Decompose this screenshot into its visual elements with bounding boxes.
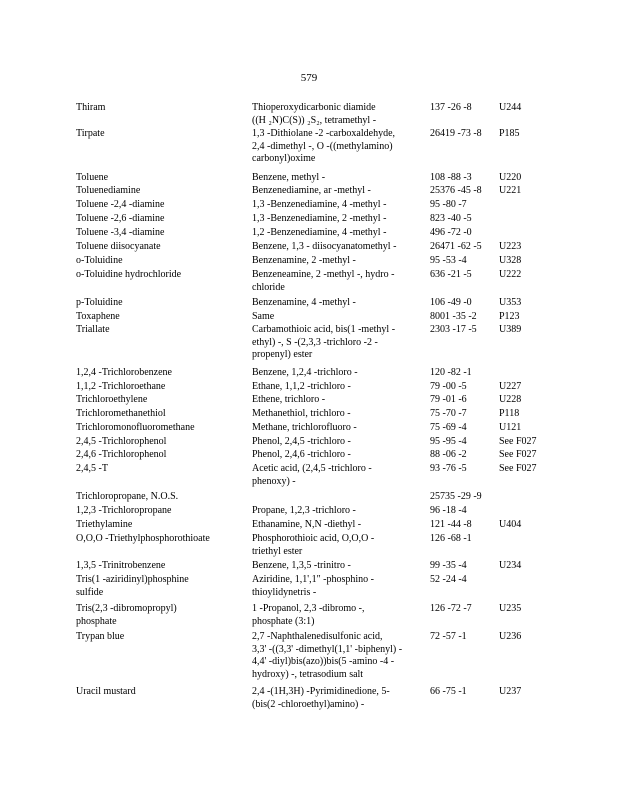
cas-number-cell: 95 -80 -7 bbox=[430, 199, 467, 210]
chemical-abstracts-name-cell: Aziridine, 1,1',1" -phosphino - thioylidynetris - bbox=[252, 574, 374, 598]
chemical-name-cell: Tris(2,3 -dibromopropyl) phosphate bbox=[76, 603, 177, 627]
waste-code-cell: U221 bbox=[499, 185, 522, 196]
chemical-abstracts-name-cell: Phenol, 2,4,5 -trichloro - bbox=[252, 436, 351, 447]
chemical-abstracts-name-cell: 1,2 -Benzenediamine, 4 -methyl - bbox=[252, 227, 387, 238]
chemical-name-cell: Thiram bbox=[76, 102, 106, 113]
cas-number-cell: 121 -44 -8 bbox=[430, 519, 472, 530]
waste-code-cell: U236 bbox=[499, 631, 522, 642]
chemical-name-cell: 1,1,2 -Trichloroethane bbox=[76, 381, 166, 392]
chemical-abstracts-name-cell: 1 -Propanol, 2,3 -dibromo -, phosphate (3:1) bbox=[252, 603, 365, 627]
cas-number-cell: 75 -70 -7 bbox=[430, 408, 467, 419]
waste-code-cell: P123 bbox=[499, 311, 520, 322]
chemical-abstracts-name-cell: 2,7 -Naphthalenedisulfonic acid, 3,3' -((3,3' -dimethyl(1,1' -biphenyl) - 4,4' -diyl)bis(azo))bis(5 -amino -4 - hydroxy) -, tetrasodium salt bbox=[252, 631, 403, 680]
chemical-abstracts-name-cell: Phosphorothioic acid, O,O,O - triethyl ester bbox=[252, 533, 375, 557]
chemical-name-cell: p-Toluidine bbox=[76, 297, 123, 308]
cas-number-cell: 26471 -62 -5 bbox=[430, 241, 482, 252]
cas-number-cell: 106 -49 -0 bbox=[430, 297, 472, 308]
cas-number-cell: 99 -35 -4 bbox=[430, 560, 467, 571]
chemical-abstracts-name-cell: Benzene, 1,3 - diisocyanatomethyl - bbox=[252, 241, 397, 252]
cas-number-cell: 75 -69 -4 bbox=[430, 422, 467, 433]
chemical-name-cell: Toluene diisocyanate bbox=[76, 241, 161, 252]
waste-code-cell: U121 bbox=[499, 422, 522, 433]
chemical-name-cell: 1,2,4 -Trichlorobenzene bbox=[76, 367, 172, 378]
chemical-name-cell: Trichloromethanethiol bbox=[76, 408, 166, 419]
chemical-abstracts-name-cell: Ethene, trichloro - bbox=[252, 394, 326, 405]
chemical-name-cell: Uracil mustard bbox=[76, 686, 136, 697]
chemical-abstracts-name-cell: Methane, trichlorofluoro - bbox=[252, 422, 357, 433]
cas-number-cell: 25376 -45 -8 bbox=[430, 185, 482, 196]
cas-number-cell: 126 -68 -1 bbox=[430, 533, 472, 544]
chemical-abstracts-name-cell: Carbamothioic acid, bis(1 -methyl - ethyl) -, S -(2,3,3 -trichloro -2 - propenyl) ester bbox=[252, 324, 396, 360]
chemical-name-cell: Toluene bbox=[76, 172, 109, 183]
chemical-name-cell: Toxaphene bbox=[76, 311, 120, 322]
chemical-name-cell: Tris(1 -aziridinyl)phosphine sulfide bbox=[76, 574, 189, 598]
cas-number-cell: 26419 -73 -8 bbox=[430, 128, 482, 139]
chemical-name-cell: 1,3,5 -Trinitrobenzene bbox=[76, 560, 166, 571]
chemical-name-cell: Trypan blue bbox=[76, 631, 125, 642]
cas-number-cell: 66 -75 -1 bbox=[430, 686, 467, 697]
chemical-abstracts-name-cell: Ethane, 1,1,2 -trichloro - bbox=[252, 381, 351, 392]
waste-code-cell: U227 bbox=[499, 381, 522, 392]
cas-number-cell: 8001 -35 -2 bbox=[430, 311, 477, 322]
cas-number-cell: 126 -72 -7 bbox=[430, 603, 472, 614]
waste-code-cell: U353 bbox=[499, 297, 522, 308]
waste-code-cell: See F027 bbox=[499, 449, 537, 460]
waste-code-cell: U234 bbox=[499, 560, 522, 571]
cas-number-cell: 496 -72 -0 bbox=[430, 227, 472, 238]
cas-number-cell: 52 -24 -4 bbox=[430, 574, 467, 585]
cas-number-cell: 108 -88 -3 bbox=[430, 172, 472, 183]
chemical-name-cell: 2,4,6 -Trichlorophenol bbox=[76, 449, 167, 460]
chemical-name-cell: O,O,O -Triethylphosphorothioate bbox=[76, 533, 210, 544]
chemical-abstracts-name-cell: Same bbox=[252, 311, 275, 322]
cas-number-cell: 636 -21 -5 bbox=[430, 269, 472, 280]
waste-code-cell: U228 bbox=[499, 394, 522, 405]
chemical-abstracts-name-cell: Benzenamine, 4 -methyl - bbox=[252, 297, 356, 308]
waste-code-cell: U223 bbox=[499, 241, 522, 252]
chemical-abstracts-name-cell: Benzeneamine, 2 -methyl -, hydro - chloride bbox=[252, 269, 395, 293]
chemical-abstracts-name-cell: Ethanamine, N,N -diethyl - bbox=[252, 519, 362, 530]
chemical-abstracts-name-cell: 2,4 -(1H,3H) -Pyrimidinedione, 5- (bis(2 -chloroethyl)amino) - bbox=[252, 686, 390, 710]
chemical-name-cell: Triallate bbox=[76, 324, 110, 335]
cas-number-cell: 823 -40 -5 bbox=[430, 213, 472, 224]
chemical-abstracts-name-cell: 1,3 -Benzenediamine, 2 -methyl - bbox=[252, 213, 387, 224]
chemical-abstracts-name-cell: Benzene, 1,2,4 -trichloro - bbox=[252, 367, 358, 378]
chemical-abstracts-name-cell: Methanethiol, trichloro - bbox=[252, 408, 351, 419]
cas-number-cell: 79 -01 -6 bbox=[430, 394, 467, 405]
chemical-name-cell: 2,4,5 -T bbox=[76, 463, 108, 474]
waste-code-cell: U220 bbox=[499, 172, 522, 183]
chemical-name-cell: Trichloroethylene bbox=[76, 394, 148, 405]
chemical-abstracts-name-cell: Thioperoxydicarbonic diamide ((H ₂N)C(S)) ₂S₂, tetramethyl - bbox=[252, 102, 377, 126]
waste-code-cell: U328 bbox=[499, 255, 522, 266]
chemical-name-cell: 1,2,3 -Trichloropropane bbox=[76, 505, 172, 516]
chemical-name-cell: Triethylamine bbox=[76, 519, 133, 530]
chemical-name-cell: Toluene -2,6 -diamine bbox=[76, 213, 165, 224]
cas-number-cell: 95 -53 -4 bbox=[430, 255, 467, 266]
chemical-abstracts-name-cell: Benzene, 1,3,5 -trinitro - bbox=[252, 560, 351, 571]
chemical-name-cell: Toluene -3,4 -diamine bbox=[76, 227, 165, 238]
waste-code-cell: U404 bbox=[499, 519, 522, 530]
chemical-name-cell: o-Toluidine bbox=[76, 255, 123, 266]
chemical-name-cell: Toluene -2,4 -diamine bbox=[76, 199, 165, 210]
cas-number-cell: 72 -57 -1 bbox=[430, 631, 467, 642]
chemical-abstracts-name-cell: Benzenediamine, ar -methyl - bbox=[252, 185, 371, 196]
cas-number-cell: 137 -26 -8 bbox=[430, 102, 472, 113]
waste-code-cell: U222 bbox=[499, 269, 522, 280]
chemical-name-cell: o-Toluidine hydrochloride bbox=[76, 269, 182, 280]
cas-number-cell: 95 -95 -4 bbox=[430, 436, 467, 447]
waste-code-cell: P185 bbox=[499, 128, 520, 139]
waste-code-cell: U237 bbox=[499, 686, 522, 697]
chemical-name-cell: Trichloromonofluoromethane bbox=[76, 422, 195, 433]
waste-code-cell: U389 bbox=[499, 324, 522, 335]
waste-code-cell: U244 bbox=[499, 102, 522, 113]
chemical-abstracts-name-cell: Benzenamine, 2 -methyl - bbox=[252, 255, 356, 266]
waste-code-cell: U235 bbox=[499, 603, 522, 614]
cas-number-cell: 2303 -17 -5 bbox=[430, 324, 477, 335]
cas-number-cell: 88 -06 -2 bbox=[430, 449, 467, 460]
cas-number-cell: 25735 -29 -9 bbox=[430, 491, 482, 502]
cas-number-cell: 120 -82 -1 bbox=[430, 367, 472, 378]
cas-number-cell: 79 -00 -5 bbox=[430, 381, 467, 392]
chemical-name-cell: Toluenediamine bbox=[76, 185, 141, 196]
chemical-abstracts-name-cell: 1,3 -Benzenediamine, 4 -methyl - bbox=[252, 199, 387, 210]
waste-code-cell: See F027 bbox=[499, 463, 537, 474]
chemical-name-cell: 2,4,5 -Trichlorophenol bbox=[76, 436, 167, 447]
chemical-abstracts-name-cell: Benzene, methyl - bbox=[252, 172, 326, 183]
chemical-abstracts-name-cell: Propane, 1,2,3 -trichloro - bbox=[252, 505, 356, 516]
chemical-name-cell: Trichloropropane, N.O.S. bbox=[76, 491, 179, 502]
chemical-name-cell: Tirpate bbox=[76, 128, 105, 139]
page-number: 579 bbox=[300, 72, 318, 84]
cas-number-cell: 93 -76 -5 bbox=[430, 463, 467, 474]
chemical-abstracts-name-cell: Acetic acid, (2,4,5 -trichloro - phenoxy) - bbox=[252, 463, 372, 487]
chemical-abstracts-name-cell: Phenol, 2,4,6 -trichloro - bbox=[252, 449, 351, 460]
waste-code-cell: P118 bbox=[499, 408, 520, 419]
cas-number-cell: 96 -18 -4 bbox=[430, 505, 467, 516]
waste-code-cell: See F027 bbox=[499, 436, 537, 447]
chemical-abstracts-name-cell: 1,3 -Dithiolane -2 -carboxaldehyde, 2,4 -dimethyl -, O -((methylamino) carbonyl)oxime bbox=[252, 128, 396, 164]
